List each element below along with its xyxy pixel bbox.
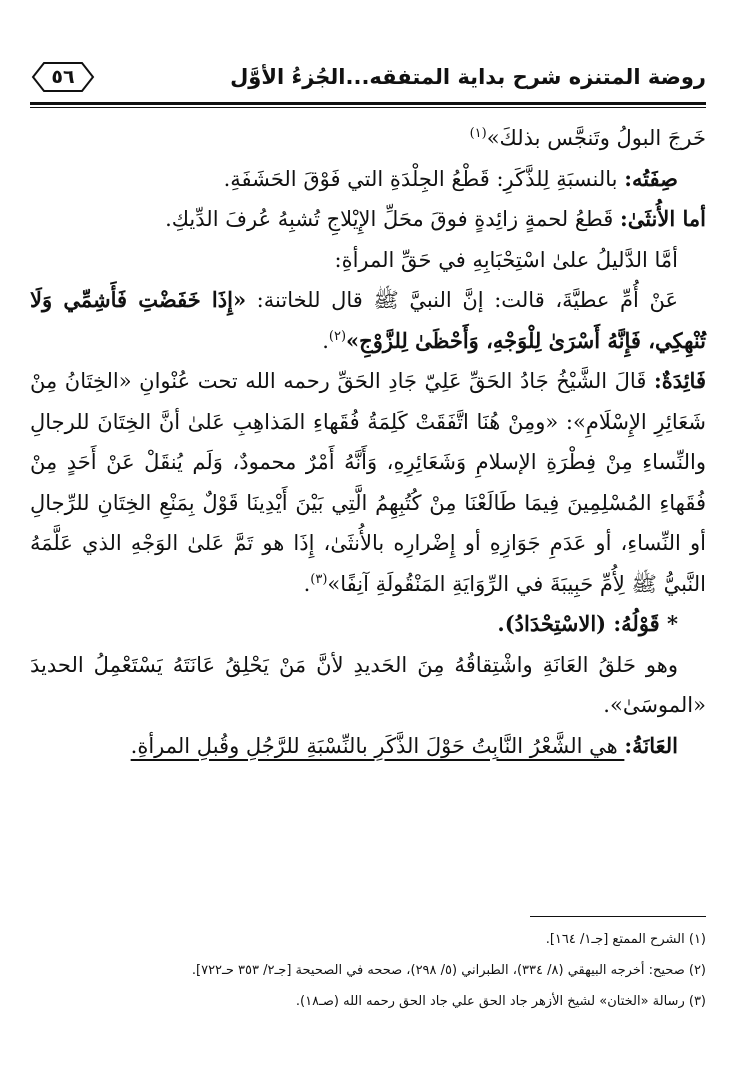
paragraph-9 bbox=[30, 726, 706, 767]
term-female: أما الأُنثَىٰ: bbox=[619, 206, 706, 231]
header-rule-thin bbox=[30, 107, 706, 108]
hadith-quote: «إِذَا خَفَضْتِ فَأَشِمِّي وَلَا تُنْهِكِي، فَإِنَّهُ أَسْرَىٰ لِلْوَجْهِ، وَأَحْظَىٰ لِلزَّوْجِ» bbox=[30, 287, 706, 353]
page-number: ٥٦ bbox=[51, 66, 75, 88]
paragraph-6-text: قَالَ الشَّيْخُ جَادُ الحَقِّ عَلِيّ جَادِ الحَقِّ رحمه الله تحت عُنْوانِ «الخِتَانُ مِنْ شَعَائِرِ الإِسْلَامِ»: «ومِنْ هُنَا اتَّفَقَتْ كَلِمَةُ فُقَهاءِ المَذاهِبِ عَلىٰ أنَّ الخِتَانَ للرجالِ والنِّساءِ مِنْ فِطْرَةِ الإسلامِ وَشَعَائِرِهِ، وَأَنَّهُ أَمْرٌ محمودٌ، وَلَم يُنقَلْ عَنْ أَحَدٍ مِنْ فُقَهاءِ المُسْلِمِينَ فِيمَا طَالَعْنَا مِنْ كُتُبِهِمُ الَّتِي بَيْنَ أَيْدِينَا قَوْلٌ بِمَنْعِ الخِتَانِ للرِّجالِ أو النِّساءِ، أو عَدَمِ جَوَازِهِ أو إِضْرارِه بالأُنثَىٰ، إِذَا هو تَمَّ عَلىٰ الوَجْهِ الذي عَلَّمَهُ النَّبيُّ ﷺ لِأُمِّ حَبِيبَةَ في الرِّوَايَةِ المَنْقُولَةِ آنِفًا» bbox=[30, 369, 706, 596]
paragraph-3 bbox=[30, 199, 706, 240]
term-pubic: العَانَةُ: bbox=[624, 732, 678, 758]
paragraph-3-text: قَطعُ لحمةٍ زائِدةٍ فوقَ محَلِّ الإِيْلاجِ تُشبِهُ عُرفَ الدِّيكِ. bbox=[165, 207, 620, 231]
paragraph-2 bbox=[30, 159, 706, 200]
paragraph-5: عَنْ أُمِّ عطيَّةَ، قالت: إنَّ النبيَّ ﷺ قال للخاتنة: «إِذَا خَفَضْتِ فَأَشِمِّي وَلَا تُنْهِكِي، فَإِنَّهُ أَسْرَىٰ لِلْوَجْهِ، وَأَحْظَىٰ لِلزَّوْجِ»$^{(٢)}$. bbox=[30, 287, 706, 353]
footnote-3: (٣) رسالة «الختان» لشيخ الأزهر جاد الحق علي جاد الحق رحمه الله (صـ١٨). bbox=[295, 994, 706, 1009]
footnotes bbox=[30, 924, 706, 1017]
header-rule bbox=[30, 102, 706, 105]
paragraph-7: * قَوْلُهُ: (الاسْتِحْدَادُ). bbox=[497, 611, 678, 636]
paragraph-1-text: خَرجَ البولُ وتَنجَّس بذلكَ» bbox=[486, 126, 706, 150]
page-header bbox=[30, 56, 706, 98]
running-title: روضة المتنزه شرح بداية المتفقه...الجُزءُ الأوَّل bbox=[230, 65, 706, 89]
page-number-badge bbox=[30, 60, 96, 94]
paragraph-8: وهو حَلقُ العَانَةِ واشْتِقاقُهُ مِنَ الحَديدِ لأنَّ مَنْ يَحْلِقُ عَانَتَهُ يَسْتَعْمِلُ الحديدَ «الموسَىٰ». bbox=[30, 652, 706, 717]
paragraph-2-text: بالنسبَةِ لِلذَّكَرِ: قَطْعُ الجِلْدَةِ التي فَوْقَ الحَشَفَةِ. bbox=[223, 166, 625, 191]
footnote-ref-1: (١) bbox=[469, 126, 487, 141]
footnote-ref-3: (٣) bbox=[310, 571, 328, 587]
paragraph-5-text: عَنْ أُمِّ عطيَّةَ، قالت: إنَّ النبيَّ ﷺ قال للخاتنة: bbox=[246, 288, 678, 312]
paragraph-6: فَائِدَةٌ: قَالَ الشَّيْخُ جَادُ الحَقِّ عَلِيّ جَادِ الحَقِّ رحمه الله تحت عُنْوانِ «الخِتَانُ مِنْ شَعَائِرِ الإِسْلَامِ»: «ومِنْ هُنَا اتَّفَقَتْ كَلِمَةُ فُقَهاءِ المَذاهِبِ عَلىٰ أنَّ الخِتَانَ للرجالِ والنِّساءِ مِنْ فِطْرَةِ الإسلامِ وَشَعَائِرِهِ، وَأَنَّهُ أَمْرٌ محمودٌ، وَلَم يُنقَلْ عَنْ أَحَدٍ مِنْ فُقَهاءِ المُسْلِمِينَ فِيمَا طَالَعْنَا مِنْ كُتُبِهِمُ الَّتِي بَيْنَ أَيْدِينَا قَوْلٌ بِمَنْعِ الخِتَانِ للرِّجالِ أو النِّساءِ، أو عَدَمِ جَوَازِهِ أو إِضْرارِه بالأُنثَىٰ، إِذَا هو تَمَّ عَلىٰ الوَجْهِ الذي عَلَّمَهُ النَّبيُّ ﷺ لِأُمِّ حَبِيبَةَ في الرِّوَايَةِ المَنْقُولَةِ آنِفًا»$^{(٣)}$. bbox=[30, 368, 706, 596]
footnote-1: (١) الشرح الممتع [جـ١/ ١٦٤]. bbox=[545, 932, 706, 947]
footnote-rule bbox=[530, 916, 706, 917]
term-benefit: فَائِدَةٌ: bbox=[653, 368, 706, 393]
paragraph-4: أمَّا الدَّليلُ علىٰ اسْتِحْبَابِهِ في حَقِّ المرأةِ: bbox=[334, 247, 678, 272]
paragraph-1 bbox=[30, 118, 706, 159]
footnote-ref-2: (٢) bbox=[328, 328, 347, 344]
term-description: صِفَتُه: bbox=[624, 165, 678, 191]
footnote-2: (٢) صحيح: أخرجه البيهقي (٨/ ٣٣٤)، الطبراني (٥/ ٢٩٨)، صححه في الصحيحة [جـ٢/ ٣٥٣ حـ٧٢٢]. bbox=[191, 963, 706, 978]
paragraph-9-text: هي الشَّعْرُ النَّابِتُ حَوْلَ الذَّكَرِ بالنِّسْبَةِ للرَّجُلِ وقُبلِ المرأةِ. bbox=[130, 733, 625, 758]
main-text bbox=[30, 118, 706, 766]
